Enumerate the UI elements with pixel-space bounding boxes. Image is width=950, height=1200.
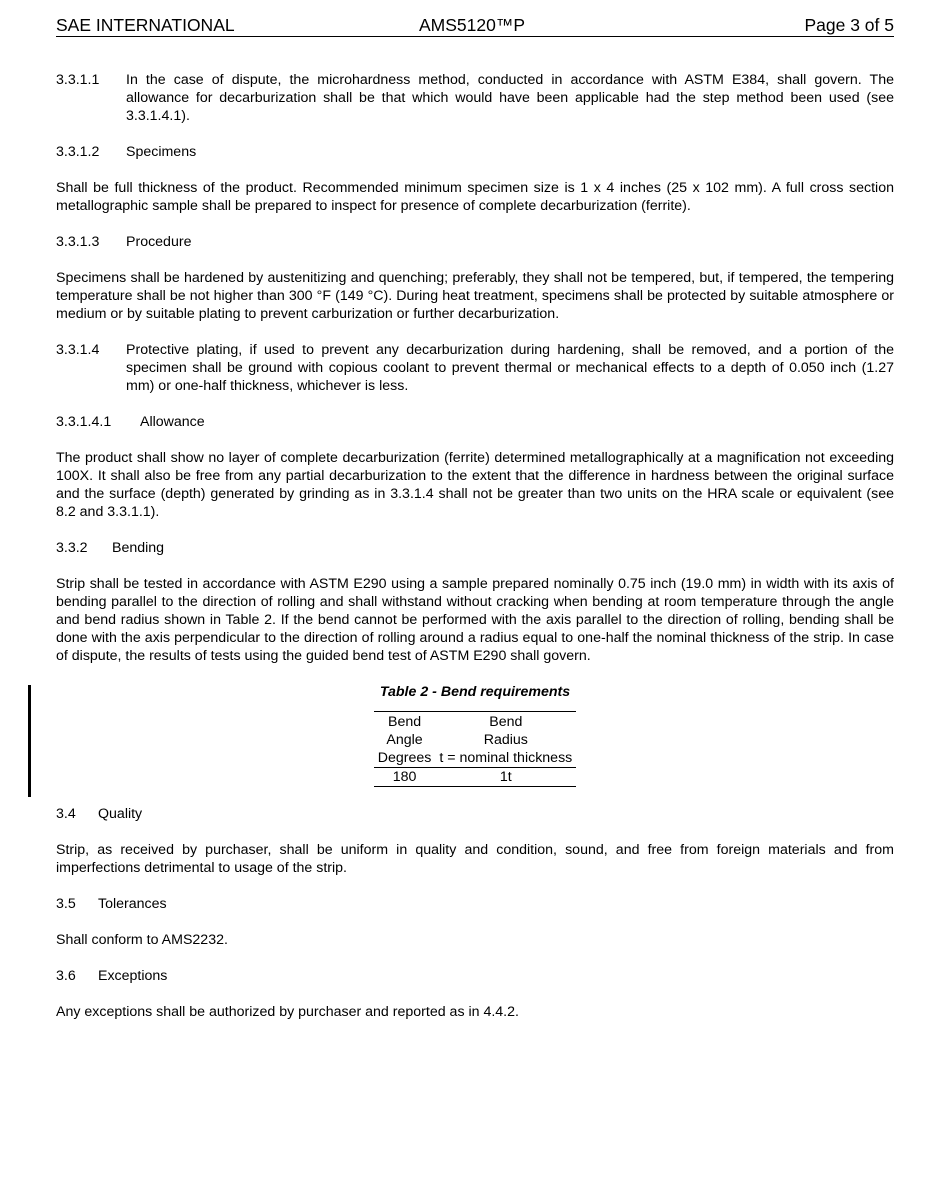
table-2-block (56, 683, 894, 787)
header-organization: SAE INTERNATIONAL (56, 15, 235, 35)
revision-change-bar (28, 685, 31, 797)
table-cell: 180 (374, 768, 436, 787)
section-title: Quality (98, 806, 143, 822)
section-number: 3.3.1.1 (56, 72, 100, 88)
table-header-cell: Radius (483, 732, 528, 748)
table-header-cell: Bend (387, 714, 422, 730)
section-title: Allowance (140, 414, 205, 430)
section-number: 3.3.1.2 (56, 144, 100, 160)
section-3-3-1-4-1-heading (56, 413, 894, 431)
table-header-cell: Degrees (374, 749, 436, 768)
page-header (56, 14, 894, 37)
section-title: Bending (112, 540, 165, 556)
section-number: 3.4 (56, 806, 76, 822)
section-3-3-1-3-heading (56, 233, 894, 251)
section-title: Tolerances (98, 896, 167, 912)
section-3-3-1-4-1-text: The product shall show no layer of complete decarburization (ferrite) determined metallographically at a magnification not exceeding 100X. It shall also be free from any partial decarburization to the extent that the difference in hardness between the original surface and the surface (depth) generated by grinding as in 3.3.1.4 shall not be greater than two units on the HRA scale or equivalent (see 8.2 and 3.3.1.1). (56, 450, 894, 520)
table-header-cell: t = nominal thickness (435, 749, 576, 768)
section-title: Specimens (126, 144, 197, 160)
section-3-3-1-4 (56, 341, 894, 395)
section-3-5-text: Shall conform to AMS2232. (56, 932, 228, 948)
section-3-6-text: Any exceptions shall be authorized by purchaser and reported as in 4.4.2. (56, 1004, 519, 1020)
section-3-4-heading (56, 805, 894, 823)
section-title: Procedure (126, 234, 192, 250)
bend-requirements-table (374, 711, 577, 787)
document-body (56, 37, 894, 1021)
section-text: In the case of dispute, the microhardness method, conducted in accordance with ASTM E384, shall govern. The allowance for decarburization shall be that which would have been applicable had the step method been used (see 3.3.1.4.1). (126, 72, 894, 124)
section-3-3-1-3-text: Specimens shall be hardened by austenitizing and quenching; preferably, they shall not be tempered, but, if tempered, the tempering temperature shall be not higher than 300 °F (149 °C). During heat treatment, specimens shall be protected by suitable atmosphere or medium or by suitable plating to prevent carburization or further decarburization. (56, 270, 894, 322)
section-3-3-1-1 (56, 71, 894, 125)
section-3-5-heading (56, 895, 894, 913)
table-header-cell: Angle (386, 732, 423, 748)
table-header-cell: Bend (489, 714, 523, 730)
section-text: Protective plating, if used to prevent any decarburization during hardening, shall be removed, and a portion of the specimen shall be ground with copious coolant to prevent thermal or mechanical effects to a depth of 0.050 inch (1.27 mm) or one-half thickness, whichever is less. (126, 342, 894, 394)
table-caption: Table 2 - Bend requirements (379, 684, 571, 700)
table-cell: 1t (435, 768, 576, 787)
table-row (374, 768, 577, 787)
section-title: Exceptions (98, 968, 168, 984)
document-page (56, 14, 894, 1039)
section-3-3-1-2-heading (56, 143, 894, 161)
section-number: 3.6 (56, 968, 76, 984)
section-number: 3.3.2 (56, 540, 88, 556)
section-3-3-2-heading (56, 539, 894, 557)
section-number: 3.3.1.4 (56, 342, 100, 358)
header-page-number: Page 3 of 5 (804, 15, 894, 35)
section-number: 3.5 (56, 896, 76, 912)
section-number: 3.3.1.3 (56, 234, 100, 250)
section-3-4-text: Strip, as received by purchaser, shall be uniform in quality and condition, sound, and free from foreign materials and from imperfections detrimental to usage of the strip. (56, 842, 894, 876)
section-3-6-heading (56, 967, 894, 985)
header-document-number: AMS5120™P (419, 15, 526, 35)
section-3-3-1-2-text: Shall be full thickness of the product. Recommended minimum specimen size is 1 x 4 inches (25 x 102 mm). A full cross section metallographic sample shall be prepared to inspect for presence of complete decarburization (ferrite). (56, 180, 894, 214)
section-3-3-2-text: Strip shall be tested in accordance with ASTM E290 using a sample prepared nominally 0.75 inch (19.0 mm) in width with its axis of bending parallel to the direction of rolling and shall withstand without cracking when bending at room temperature through the angle and bend radius shown in Table 2. If the bend cannot be performed with the axis parallel to the direction of rolling, bending shall be done with the axis perpendicular to the direction of rolling around a radius equal to one-half the nominal thickness of the strip. In case of dispute, the results of tests using the guided bend test of ASTM E290 shall govern. (56, 576, 894, 664)
section-number: 3.3.1.4.1 (56, 414, 112, 430)
